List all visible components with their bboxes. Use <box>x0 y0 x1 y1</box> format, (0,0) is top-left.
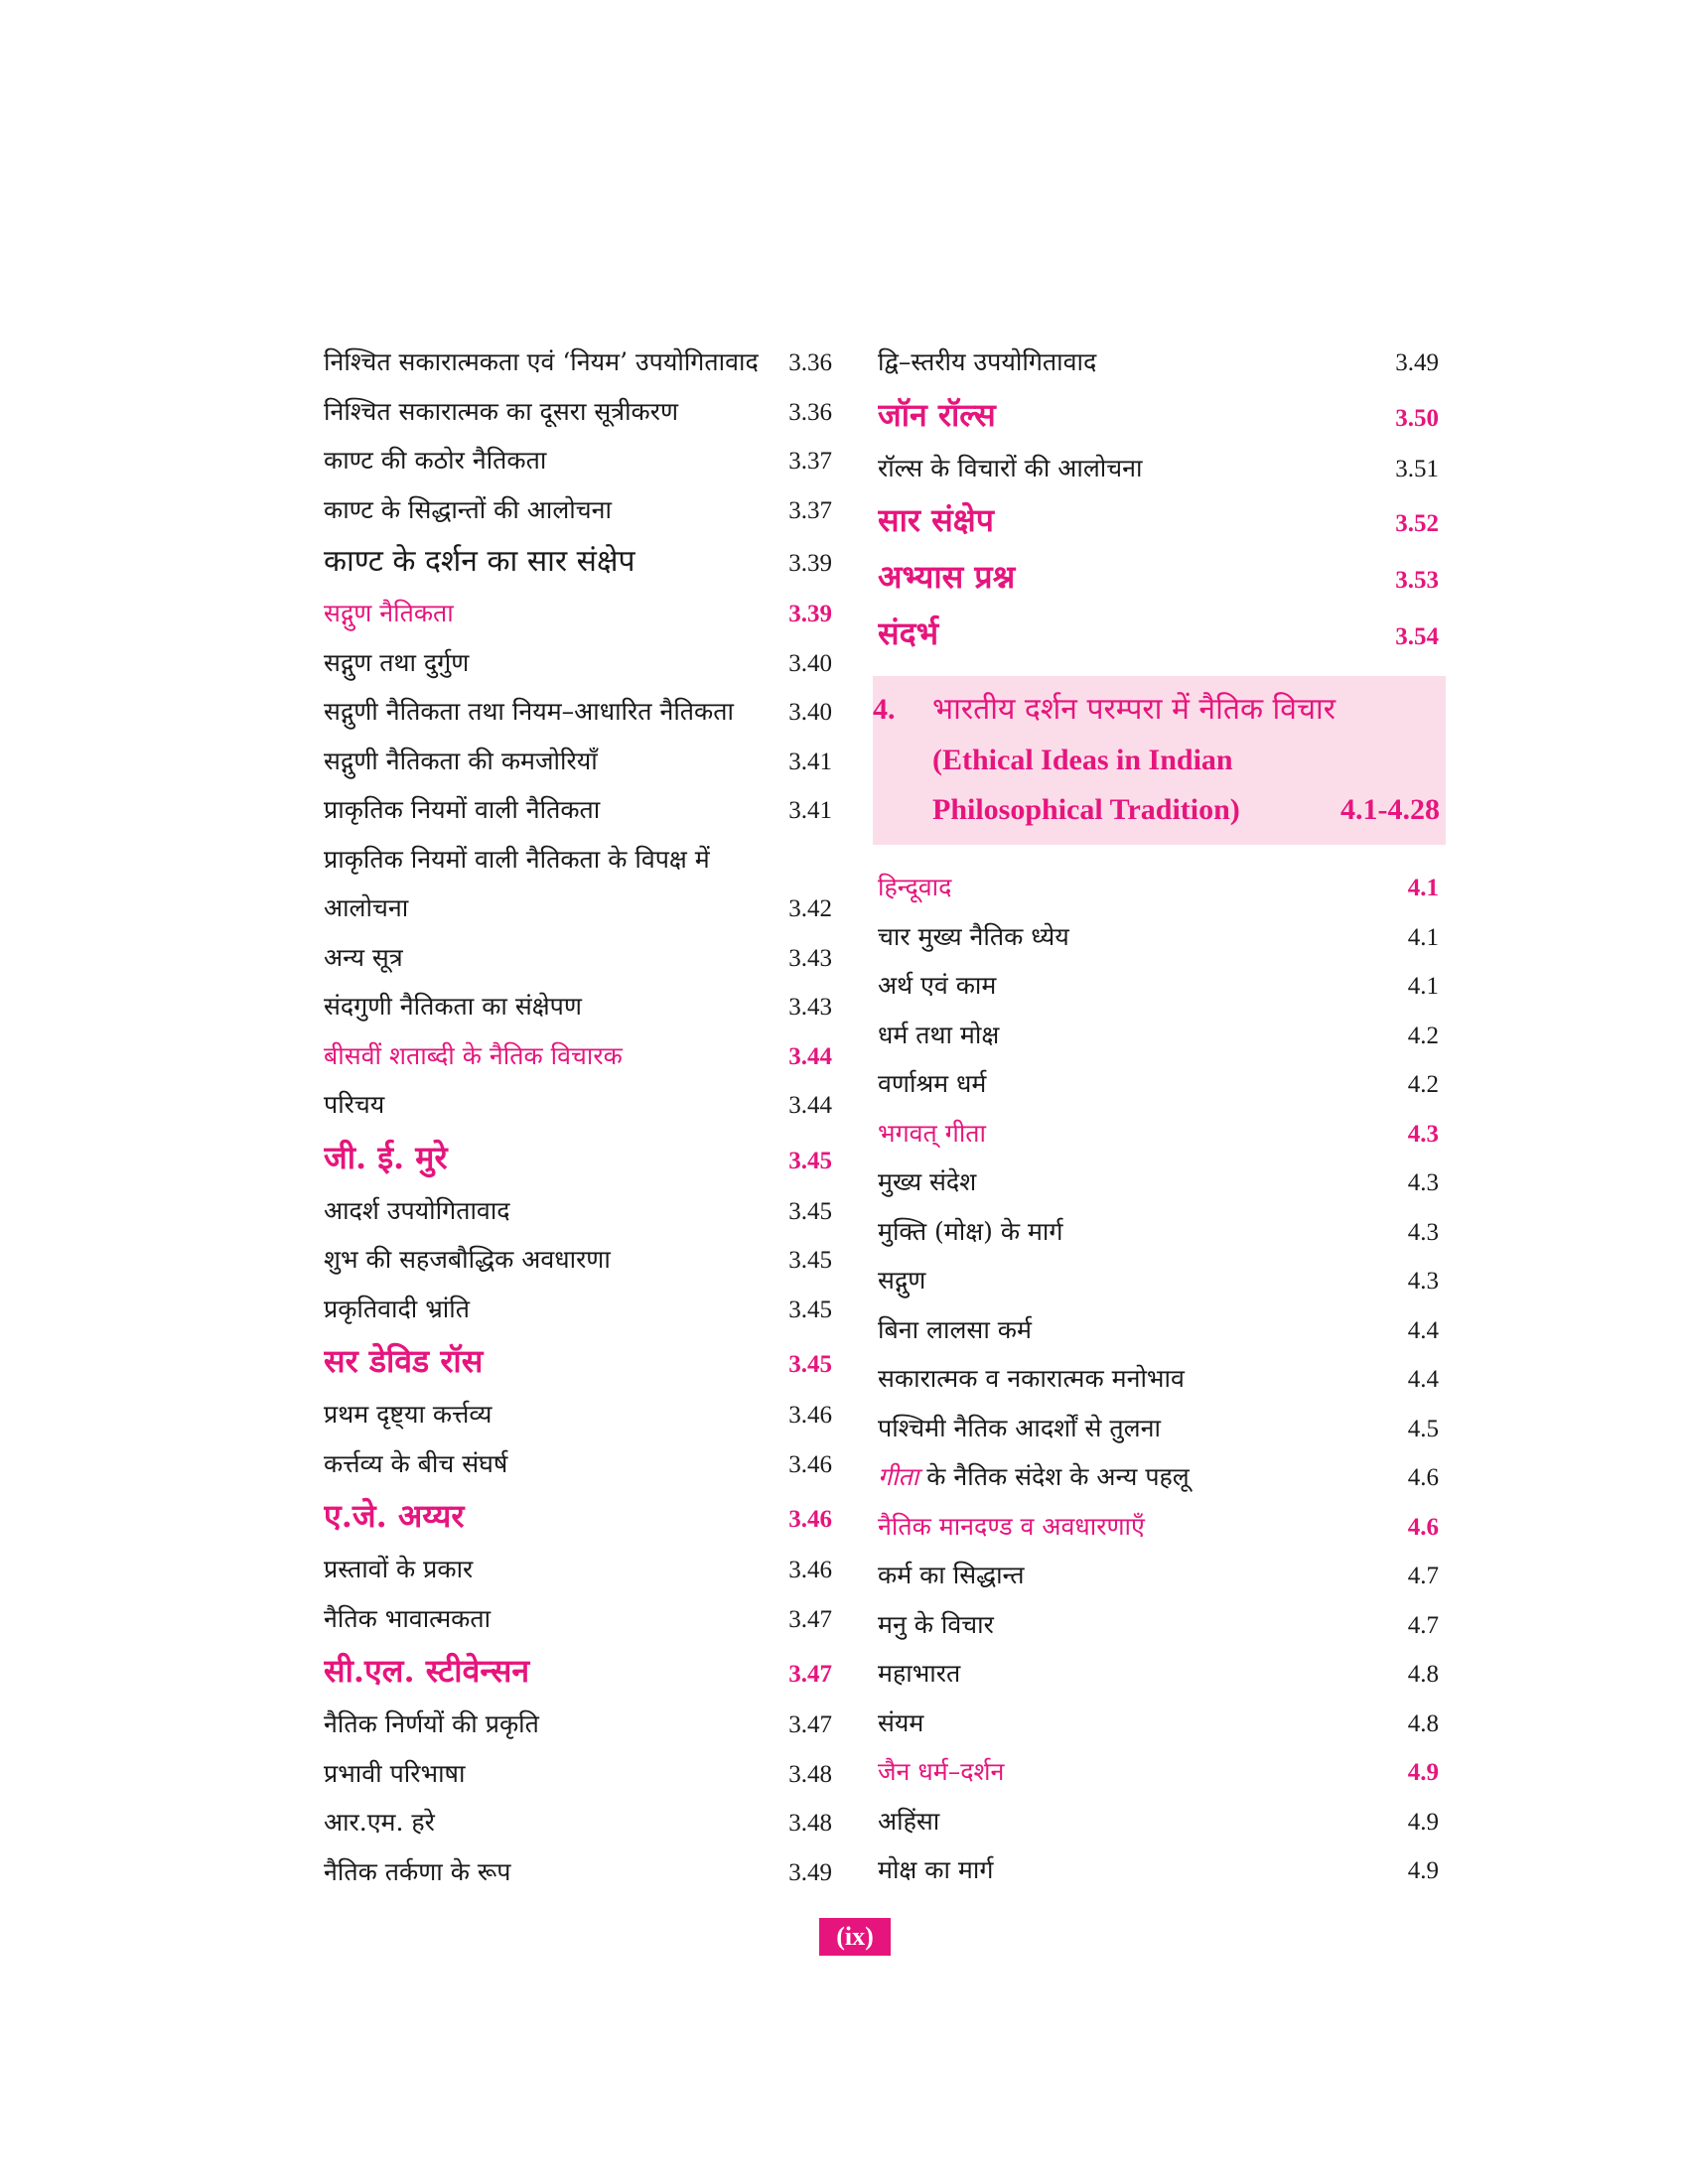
toc-entry-page: 3.48 <box>788 1760 832 1788</box>
toc-entry-title: प्रथम दृष्ट्या कर्त्तव्य <box>324 1400 492 1429</box>
toc-entry-page: 3.46 <box>788 1450 832 1478</box>
toc-entry[interactable] <box>324 884 832 933</box>
toc-entry-title: सद्गुणी नैतिकता तथा नियम–आधारित नैतिकता <box>324 697 734 726</box>
toc-left-column <box>324 338 832 1896</box>
toc-entry[interactable] <box>324 737 832 786</box>
toc-entry-page: 3.43 <box>788 944 832 972</box>
toc-entry[interactable] <box>324 1545 832 1594</box>
toc-entry-page: 3.45 <box>788 1351 832 1378</box>
toc-entry-title: जॉन रॉल्स <box>878 395 996 434</box>
toc-right-top <box>878 338 1439 662</box>
toc-entry[interactable] <box>878 961 1439 1011</box>
toc-entry-page: 3.44 <box>788 1092 832 1119</box>
toc-right-bottom <box>878 863 1439 1895</box>
toc-entry-page: 3.42 <box>788 895 832 922</box>
toc-entry-page: 3.37 <box>788 496 832 524</box>
toc-entry-page: 4.3 <box>1407 1169 1439 1196</box>
toc-entry-title: सद्गुण तथा दुर्गुण <box>324 647 470 677</box>
toc-entry-page: 3.52 <box>1395 510 1439 537</box>
toc-entry-title: भगवत् गीता <box>878 1118 987 1148</box>
toc-entry-page: 4.6 <box>1407 1464 1439 1491</box>
toc-entry-title: मनु के विचार <box>878 1609 994 1639</box>
toc-entry[interactable] <box>324 1186 832 1236</box>
chapter-title-english-line2 <box>932 785 1440 835</box>
toc-entry-title: मुक्ति (मोक्ष) के मार्ग <box>878 1216 1063 1246</box>
toc-entry-page: 3.36 <box>788 349 832 376</box>
toc-entry-title <box>878 1452 1379 1502</box>
toc-entry-page: 3.40 <box>788 649 832 677</box>
toc-entry-page: 3.40 <box>788 699 832 726</box>
toc-entry-page: 3.44 <box>788 1042 832 1070</box>
chapter-title-english-line1: (Ethical Ideas in Indian <box>932 744 1233 776</box>
toc-entry-title: प्रस्तावों के प्रकार <box>324 1555 474 1583</box>
toc-entry-title: पश्चिमी नैतिक आदर्शों से तुलना <box>878 1413 1161 1442</box>
toc-entry-page: 3.36 <box>788 398 832 426</box>
toc-entry-title: बीसवीं शताब्दी के नैतिक विचारक <box>324 1040 623 1070</box>
toc-entry[interactable] <box>324 1285 832 1334</box>
toc-entry[interactable] <box>324 1488 832 1545</box>
toc-entry[interactable] <box>324 1031 832 1081</box>
toc-entry-title: शुभ की सहजबौद्धिक अवधारणा <box>324 1245 611 1274</box>
toc-entry[interactable] <box>324 485 832 535</box>
toc-entry-title: ए.जे. अय्यर <box>324 1497 465 1535</box>
toc-entry-page: 4.9 <box>1407 1759 1439 1786</box>
toc-entry-page: 4.7 <box>1407 1611 1439 1639</box>
toc-entry-page: 3.41 <box>788 797 832 824</box>
toc-entry[interactable] <box>878 1256 1439 1305</box>
toc-entry-title: जैन धर्म–दर्शन <box>878 1757 1005 1786</box>
toc-entry[interactable] <box>878 1059 1439 1109</box>
chapter-number: 4. <box>873 693 896 726</box>
toc-entry-title: अभ्यास प्रश्न <box>878 558 1016 596</box>
toc-entry-title: चार मुख्य नैतिक ध्येय <box>878 921 1069 951</box>
toc-entry-page: 3.37 <box>788 448 832 475</box>
toc-entry[interactable] <box>878 1158 1439 1207</box>
toc-entry[interactable] <box>878 606 1439 662</box>
toc-entry-title: काण्ट के सिद्धान्तों की आलोचना <box>324 494 612 524</box>
toc-entry[interactable] <box>324 1749 832 1799</box>
toc-entry-page: 3.49 <box>1395 349 1439 376</box>
toc-entry[interactable] <box>324 589 832 638</box>
toc-entry-title: धर्म तथा मोक्ष <box>878 1020 1000 1049</box>
toc-entry-title: रॉल्स के विचारों की आलोचना <box>878 453 1143 482</box>
toc-entry[interactable] <box>324 933 832 983</box>
toc-entry[interactable] <box>324 1333 832 1390</box>
toc-entry[interactable] <box>324 1080 832 1130</box>
toc-entry-page: 4.9 <box>1407 1857 1439 1884</box>
toc-entry[interactable] <box>878 1649 1439 1699</box>
toc-entry-page: 3.43 <box>788 994 832 1021</box>
toc-entry-title: प्राकृतिक नियमों वाली नैतिकता के विपक्ष में <box>324 844 710 874</box>
toc-entry-title: आलोचना <box>324 893 409 922</box>
toc-entry-page: 3.47 <box>788 1711 832 1738</box>
page-number-badge: (ix) <box>819 1918 891 1956</box>
toc-entry[interactable] <box>878 387 1439 444</box>
toc-entry[interactable] <box>878 1354 1439 1404</box>
chapter-page-range: 4.1-4.28 <box>1340 793 1440 826</box>
toc-entry-page: 3.54 <box>1395 623 1439 650</box>
toc-entry[interactable] <box>878 338 1439 387</box>
toc-entry-page: 4.1 <box>1407 973 1439 1000</box>
toc-entry-page: 3.51 <box>1395 455 1439 482</box>
toc-entry[interactable] <box>878 1109 1439 1159</box>
toc-entry[interactable] <box>878 1747 1439 1797</box>
toc-entry-page: 4.1 <box>1407 923 1439 951</box>
toc-entry[interactable] <box>878 549 1439 606</box>
toc-entry[interactable] <box>878 863 1439 912</box>
toc-entry[interactable] <box>324 1390 832 1439</box>
toc-entry-title: कर्म का सिद्धान्त <box>878 1561 1025 1589</box>
toc-entry-page: 3.46 <box>788 1557 832 1583</box>
toc-entry[interactable] <box>324 687 832 737</box>
toc-entry-title: अहिंसा <box>878 1806 940 1836</box>
toc-entry-title: नैतिक भावात्मकता <box>324 1603 492 1633</box>
toc-entry-title: परिचय <box>324 1090 385 1119</box>
toc-entry-page: 4.7 <box>1407 1563 1439 1589</box>
toc-entry-page: 4.4 <box>1407 1366 1439 1393</box>
toc-entry-page: 4.4 <box>1407 1316 1439 1344</box>
toc-entry-title: संदर्भ <box>878 614 939 652</box>
toc-entry[interactable] <box>324 638 832 688</box>
toc-entry[interactable] <box>878 912 1439 962</box>
toc-entry-page: 3.39 <box>788 550 832 577</box>
toc-entry-title: निश्चित सकारात्मक का दूसरा सूत्रीकरण <box>324 396 679 426</box>
toc-entry[interactable] <box>878 1404 1439 1453</box>
toc-right-column <box>873 338 1440 1895</box>
toc-entry-title: महाभारत <box>878 1659 961 1688</box>
chapter-heading[interactable] <box>873 676 1446 845</box>
toc-entry[interactable] <box>878 1452 1439 1502</box>
chapter-title-hindi: भारतीय दर्शन परम्परा में नैतिक विचार <box>932 692 1336 727</box>
toc-entry[interactable] <box>878 1011 1439 1060</box>
toc-entry-title: सी.एल. स्टीवेन्सन <box>324 1652 530 1690</box>
toc-entry-title: आर.एम. हरे <box>324 1808 435 1837</box>
toc-entry[interactable] <box>324 1130 832 1186</box>
toc-entry[interactable] <box>878 1207 1439 1257</box>
toc-entry-title-rest: के नैतिक संदेश के अन्य पहलू <box>918 1462 1190 1491</box>
toc-entry-page: 4.3 <box>1407 1218 1439 1246</box>
toc-entry[interactable] <box>878 1797 1439 1846</box>
toc-entry-page: 4.3 <box>1407 1268 1439 1295</box>
toc-entry-title: सद्गुणी नैतिकता की कमजोरियाँ <box>324 746 598 775</box>
toc-entry[interactable] <box>324 534 832 589</box>
toc-entry-page: 4.3 <box>1407 1120 1439 1148</box>
toc-entry-page: 3.46 <box>788 1402 832 1429</box>
toc-entry-page: 3.45 <box>788 1296 832 1323</box>
toc-entry-title: जी. ई. मुरे <box>324 1138 448 1176</box>
toc-entry-page: 3.45 <box>788 1247 832 1274</box>
toc-entry-page: 4.2 <box>1407 1071 1439 1098</box>
toc-entry[interactable] <box>878 1551 1439 1600</box>
toc-entry-title: अर्थ एवं काम <box>878 971 997 1000</box>
toc-entry[interactable] <box>878 1699 1439 1748</box>
toc-entry-title: आदर्श उपयोगितावाद <box>324 1195 510 1225</box>
toc-entry-page: 4.5 <box>1407 1415 1439 1442</box>
toc-entry[interactable] <box>878 1600 1439 1650</box>
toc-entry[interactable] <box>324 785 832 835</box>
toc-entry-title: सकारात्मक व नकारात्मक मनोभाव <box>878 1364 1185 1393</box>
toc-entry-page: 3.45 <box>788 1197 832 1225</box>
toc-entry[interactable] <box>324 1594 832 1644</box>
toc-entry-page: 4.8 <box>1407 1709 1439 1737</box>
toc-entry-page: 3.46 <box>788 1506 832 1533</box>
toc-entry-page: 3.47 <box>788 1661 832 1688</box>
toc-entry-page: 4.6 <box>1407 1513 1439 1541</box>
toc-entry-title: द्वि–स्तरीय उपयोगितावाद <box>878 347 1097 376</box>
toc-entry[interactable] <box>324 1235 832 1285</box>
toc-entry[interactable] <box>324 1439 832 1489</box>
toc-entry-title: सद्गुण <box>878 1266 926 1295</box>
toc-entry-page: 3.49 <box>788 1858 832 1886</box>
toc-entry-page: 3.39 <box>788 601 832 627</box>
toc-entry-title: प्रकृतिवादी भ्रांति <box>324 1294 470 1323</box>
toc-entry[interactable] <box>324 436 832 485</box>
toc-entry[interactable] <box>324 835 832 885</box>
chapter-title-english-text: Philosophical Tradition) <box>932 793 1240 826</box>
toc-entry[interactable] <box>324 1847 832 1897</box>
toc-entry[interactable] <box>324 1643 832 1700</box>
toc-entry-title: संयम <box>878 1707 924 1737</box>
toc-entry[interactable] <box>878 444 1439 493</box>
toc-entry-page: 4.1 <box>1407 875 1439 901</box>
toc-entry-title: काण्ट के दर्शन का सार संक्षेप <box>324 544 635 579</box>
toc-entry-page: 3.53 <box>1395 567 1439 594</box>
toc-entry-title: मोक्ष का मार्ग <box>878 1855 994 1884</box>
toc-entry-page: 3.48 <box>788 1810 832 1837</box>
toc-entry[interactable] <box>324 982 832 1031</box>
toc-entry-title: संदगुणी नैतिकता का संक्षेपण <box>324 992 582 1021</box>
toc-entry-title-emphasis: गीता <box>878 1462 919 1491</box>
toc-entry-title: मुख्य संदेश <box>878 1167 977 1196</box>
toc-entry[interactable] <box>878 1502 1439 1552</box>
toc-entry-page: 4.8 <box>1407 1661 1439 1688</box>
toc-entry-title: बिना लालसा कर्म <box>878 1314 1032 1344</box>
toc-entry[interactable] <box>878 492 1439 549</box>
toc-entry[interactable] <box>324 1798 832 1847</box>
toc-entry-title: नैतिक मानदण्ड व अवधारणाएँ <box>878 1511 1145 1541</box>
toc-entry-page: 4.2 <box>1407 1022 1439 1049</box>
toc-entry-title: हिन्दूवाद <box>878 873 952 901</box>
toc-entry-title: वर्णाश्रम धर्म <box>878 1069 987 1098</box>
toc-entry[interactable] <box>324 338 832 387</box>
toc-entry-page: 3.50 <box>1395 404 1439 432</box>
toc-entry-title: काण्ट की कठोर नैतिकता <box>324 446 547 475</box>
toc-entry[interactable] <box>324 387 832 437</box>
toc-entry-title: प्रभावी परिभाषा <box>324 1758 466 1788</box>
toc-entry-title: सद्गुण नैतिकता <box>324 599 454 627</box>
toc-entry-page: 4.9 <box>1407 1808 1439 1836</box>
toc-entry[interactable] <box>878 1845 1439 1895</box>
toc-entry-title: प्राकृतिक नियमों वाली नैतिकता <box>324 795 601 824</box>
toc-entry-page: 3.41 <box>788 748 832 775</box>
toc-entry-title: अन्य सूत्र <box>324 942 403 972</box>
toc-entry-title: सार संक्षेप <box>878 501 994 539</box>
toc-entry[interactable] <box>324 1700 832 1749</box>
toc-entry-title: कर्त्तव्य के बीच संघर्ष <box>324 1448 508 1478</box>
toc-entry-page: 3.47 <box>788 1605 832 1633</box>
toc-entry-title: निश्चित सकारात्मकता एवं ‘नियम’ उपयोगितावाद <box>324 347 759 376</box>
toc-entry-title: नैतिक निर्णयों की प्रकृति <box>324 1709 539 1738</box>
toc-entry-page: 3.45 <box>788 1147 832 1174</box>
toc-entry[interactable] <box>878 1305 1439 1355</box>
toc-entry-title: सर डेविड रॉस <box>324 1342 484 1380</box>
toc-entry-title: नैतिक तर्कणा के रूप <box>324 1856 511 1886</box>
